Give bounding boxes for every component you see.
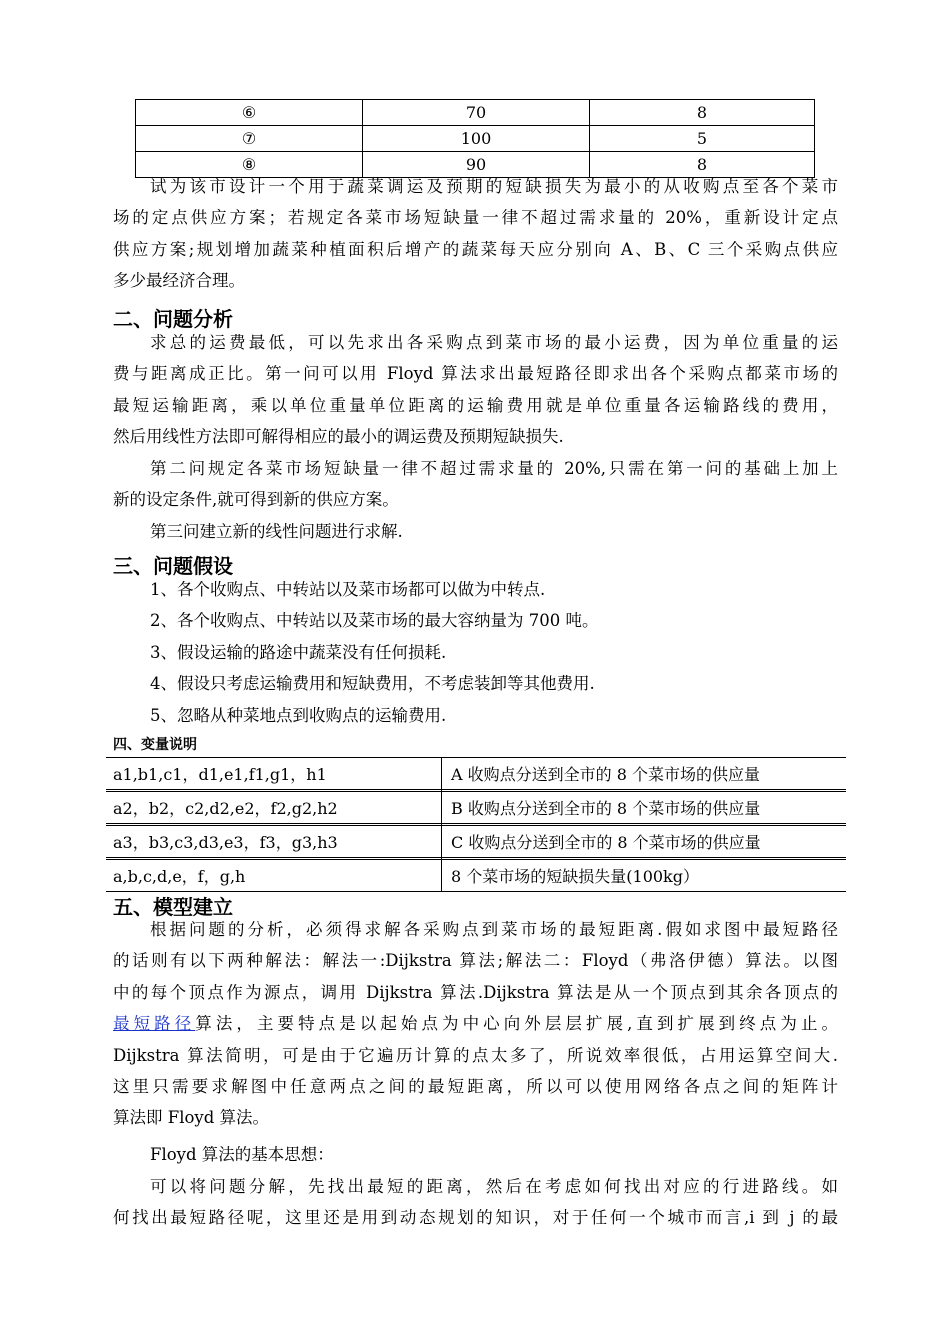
assumption-item: 2、各个收购点、中转站以及菜市场的最大容纳量为 700 吨。 [150, 611, 599, 631]
section-heading-model: 五、模型建立 [113, 895, 233, 919]
text-line: 场的定点供应方案；若规定各菜市场短缺量一律不超过需求量的 20%，重新设计定点 [113, 208, 838, 228]
shortest-path-link[interactable]: 最短路径 [113, 1014, 196, 1034]
supply-table-cell: ⑥ [136, 100, 363, 126]
section-heading-variables: 四、变量说明 [113, 737, 197, 753]
model-paragraph-1 [113, 914, 838, 1134]
text-line: 最短运输距离，乘以单位重量单位距离的运输费用就是单位重量各运输路线的费用， [113, 395, 838, 415]
variable-description-cell: A 收购点分送到全市的 8 个菜市场的供应量 [442, 758, 847, 790]
variables-table [106, 757, 846, 892]
assumption-item: 3、假设运输的路途中蔬菜没有任何损耗. [150, 642, 447, 662]
supply-table-cell: 5 [590, 126, 815, 152]
analysis-paragraph-1 [113, 327, 838, 453]
variable-names-cell: a1,b1,c1，d1,e1,f1,g1，h1 [106, 758, 442, 790]
supply-table [135, 99, 815, 178]
text-line: 中的每个顶点作为源点，调用 Dijkstra 算法.Dijkstra 算法是从一个顶点到其余各顶点的 [113, 982, 838, 1002]
text-line: 第二问规定各菜市场短缺量一律不超过需求量的 20%,只需在第一问的基础上加上 [150, 459, 838, 478]
text-line [113, 1008, 838, 1039]
assumption-item: 4、假设只考虑运输费用和短缺费用，不考虑装卸等其他费用. [150, 674, 595, 694]
supply-table-row [136, 126, 815, 152]
text-line: 根据问题的分析，必须得求解各采购点到菜市场的最短距离.假如求图中最短路径 [150, 920, 838, 939]
analysis-paragraph-3 [113, 516, 838, 547]
variable-description-cell: 8 个菜市场的短缺损失量(100kg） [442, 860, 847, 892]
supply-table-cell: 70 [363, 100, 590, 126]
assumptions-list [113, 574, 838, 731]
text-line: 算法即 Floyd 算法。 [113, 1108, 270, 1128]
model-paragraph-2 [113, 1171, 838, 1234]
supply-table-cell: 90 [363, 152, 590, 178]
supply-table-cell: 8 [590, 100, 815, 126]
variables-table-row [106, 860, 846, 892]
text-line: 第三问建立新的线性问题进行求解. [150, 522, 403, 541]
text-line: Floyd 算法的基本思想： [150, 1145, 334, 1164]
text-line: 可以将问题分解，先找出最短的距离，然后在考虑如何找出对应的行进路线。如 [150, 1177, 838, 1196]
supply-table-row [136, 100, 815, 126]
text-line: 多少最经济合理。 [113, 271, 245, 291]
text-line: 新的设定条件,就可得到新的供应方案。 [113, 490, 399, 510]
text-line: 试为该市设计一个用于蔬菜调运及预期的短缺损失为最小的从收购点至各个菜市 [150, 177, 838, 196]
section-heading-analysis: 二、问题分析 [113, 307, 233, 331]
text-line: 何找出最短路径呢，这里还是用到动态规划的知识，对于任何一个城市而言,i 到 j 的最 [113, 1208, 838, 1228]
variable-description-cell: B 收购点分送到全市的 8 个菜市场的供应量 [442, 792, 847, 824]
assumption-item: 5、忽略从种菜地点到收购点的运输费用. [150, 705, 447, 725]
intro-paragraph [113, 171, 838, 297]
analysis-paragraph-2 [113, 453, 838, 516]
floyd-title [113, 1139, 838, 1170]
supply-table-cell: ⑦ [136, 126, 363, 152]
text-line: 求总的运费最低，可以先求出各采购点到菜市场的最小运费，因为单位重量的运 [150, 333, 838, 352]
text-line: 供应方案;规划增加蔬菜种植面积后增产的蔬菜每天应分别向 A、B、C 三个采购点供应 [113, 239, 838, 259]
text-line: 这里只需要求解图中任意两点之间的最短距离，所以可以使用网络各点之间的矩阵计 [113, 1077, 838, 1097]
text-line: 的话则有以下两种解法：解法一:Dijkstra 算法;解法二：Floyd（弗洛伊德）算法。以图 [113, 951, 838, 971]
text-line: 然后用线性方法即可解得相应的最小的调运费及预期短缺损失. [113, 427, 564, 447]
text-line: Dijkstra 算法简明，可是由于它遍历计算的点太多了，所说效率很低，占用运算空间大. [113, 1045, 838, 1065]
supply-table-cell: 8 [590, 152, 815, 178]
text-segment: 算法，主要特点是以起始点为中心向外层层扩展,直到扩展到终点为止。 [195, 1014, 839, 1034]
variable-names-cell: a,b,c,d,e，f，g,h [106, 860, 442, 892]
section-heading-assumptions: 三、问题假设 [113, 554, 233, 578]
variable-names-cell: a3，b3,c3,d3,e3，f3，g3,h3 [106, 826, 442, 858]
supply-table-cell: 100 [363, 126, 590, 152]
variables-table-row [106, 758, 846, 790]
text-line: 费与距离成正比。第一问可以用 Floyd 算法求出最短路径即求出各个采购点都菜市场的 [113, 364, 838, 384]
variable-names-cell: a2，b2，c2,d2,e2，f2,g2,h2 [106, 792, 442, 824]
variables-table-row [106, 826, 846, 858]
variables-table-row [106, 792, 846, 824]
supply-table-cell: ⑧ [136, 152, 363, 178]
variable-description-cell: C 收购点分送到全市的 8 个菜市场的供应量 [442, 826, 847, 858]
assumption-item: 1、各个收购点、中转站以及菜市场都可以做为中转点. [150, 580, 546, 599]
